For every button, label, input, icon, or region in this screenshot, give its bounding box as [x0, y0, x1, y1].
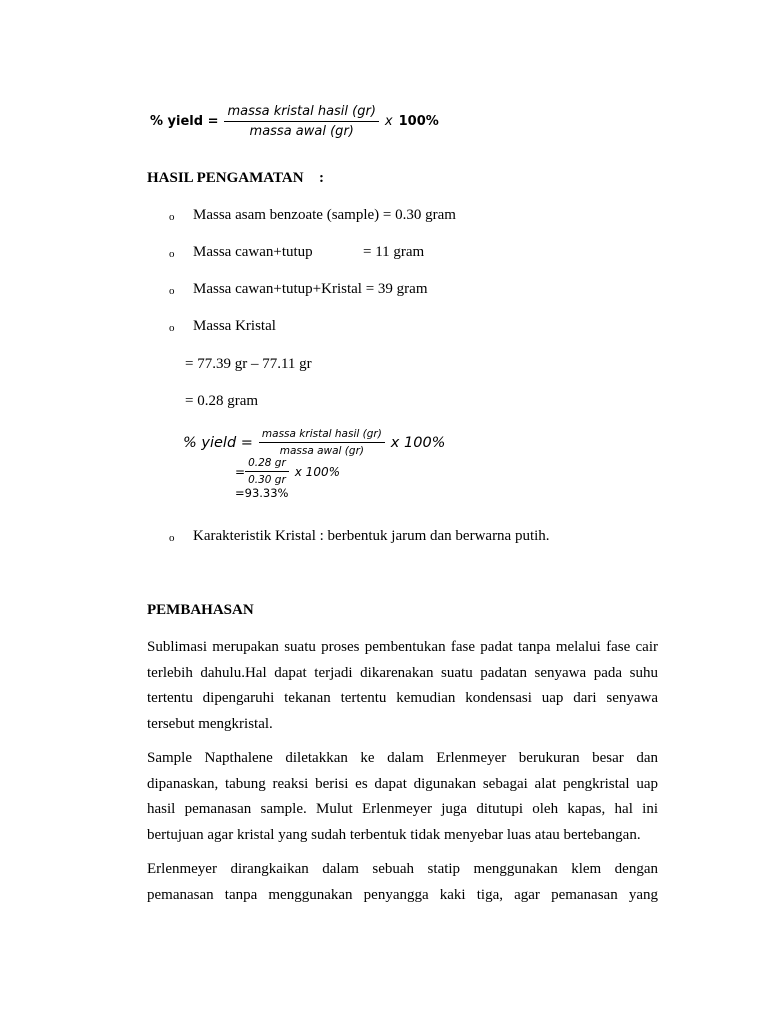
list-item: Massa asam benzoate (sample) = 0.30 gram — [193, 207, 456, 223]
formula-denominator: massa awal (gr) — [249, 124, 354, 139]
calc-step-times: x 100% — [294, 464, 340, 479]
formula-lhs: % yield = — [150, 114, 219, 129]
list-item-value: = 11 gram — [363, 244, 425, 260]
hasil-heading-colon: : — [319, 170, 324, 186]
list-item — [193, 244, 425, 261]
pembahasan-heading: PEMBAHASAN — [147, 602, 254, 618]
yield-formula-line — [183, 428, 445, 457]
list-item-label: Massa cawan+tutup — [193, 244, 313, 260]
paragraph: Sublimasi merupakan suatu proses pembentukan fase padat tanpa melalui fase cair terlebih dahulu.Hal dapat terjadi dikarenakan suatu padatan senyawa pada suhu tertentu dipengaruhi tekanan tertentu kemudian kondensasi uap dari senyawa tersebut mengkristal. — [147, 639, 658, 732]
calc-step-denominator: 0.30 gr — [248, 474, 286, 486]
yield-calculation — [183, 428, 445, 500]
formula-times: x — [384, 114, 393, 129]
calc-line: = 77.39 gr – 77.11 gr — [185, 356, 312, 372]
hasil-heading — [147, 170, 324, 187]
bullet-marker: o — [169, 322, 175, 334]
list-item: Massa cawan+tutup+Kristal = 39 gram — [193, 281, 428, 297]
formula-fraction — [224, 104, 378, 139]
calc-formula-times: x 100% — [390, 434, 446, 451]
calc-formula-denominator: massa awal (gr) — [279, 445, 364, 457]
calc-line: = 0.28 gram — [185, 393, 259, 409]
calc-formula-fraction — [259, 428, 385, 457]
calc-step-fraction — [245, 457, 289, 486]
calc-formula-numerator: massa kristal hasil (gr) — [259, 428, 385, 443]
bullet-marker: o — [169, 248, 175, 260]
calc-step-eq: = — [235, 464, 246, 479]
calc-step-numerator: 0.28 gr — [245, 457, 289, 472]
paragraph: Sample Napthalene diletakkan ke dalam Erlenmeyer berukuran besar dan dipanaskan, tabung reaksi berisi es dapat digunakan sebagai alat pengkristal uap hasil pemanasan sample. Mulut Erlenmeyer juga ditutupi oleh kapas, hal ini bertujuan agar kristal yang sudah terbentuk tidak menyebar luas atau bertebangan. — [147, 750, 658, 843]
paragraph: Erlenmeyer dirangkaikan dalam sebuah statip menggunakan klem dengan pemanasan tanpa menggunakan penyangga kaki tiga, agar pemanasan yang — [147, 861, 658, 903]
bullet-marker: o — [169, 532, 175, 544]
hasil-heading-text: HASIL PENGAMATAN — [147, 170, 304, 186]
formula-numerator: massa kristal hasil (gr) — [224, 104, 378, 122]
list-item: Karakteristik Kristal : berbentuk jarum dan berwarna putih. — [193, 528, 550, 544]
formula-percent: 100% — [398, 114, 439, 129]
yield-substitution-line — [235, 457, 445, 486]
bullet-marker: o — [169, 285, 175, 297]
calc-result: =93.33% — [235, 486, 289, 500]
bullet-marker: o — [169, 211, 175, 223]
list-item: Massa Kristal — [193, 318, 276, 334]
yield-formula-top — [150, 104, 439, 139]
calc-formula-lhs: % yield = — [183, 434, 253, 451]
